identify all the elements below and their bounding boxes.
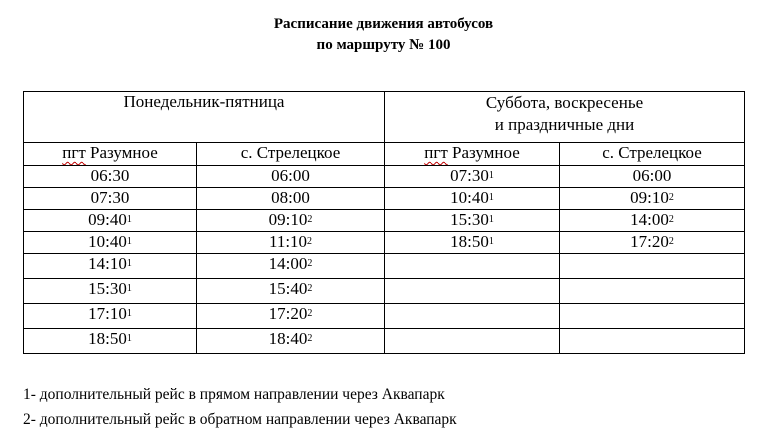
footnote-marker: 1 [126,258,132,269]
weekend-departure-streletskoe [560,210,745,232]
weekend-departure-streletskoe [560,188,745,210]
weekend-departure-razumnoe [385,232,560,254]
weekend-departure-streletskoe [560,232,745,254]
footnote-marker: 1 [126,214,132,225]
time-value: 14:00 [268,254,308,273]
weekend-col-streletskoe: с. Стрелецкое [560,143,745,166]
weekday-departure-razumnoe [24,304,197,329]
footnote-marker: 2 [668,214,674,225]
weekday-departure-streletskoe [197,279,385,304]
weekday-departure-streletskoe [197,166,385,188]
time-value: 18:50 [450,232,489,251]
footnote-marker: 2 [307,308,313,319]
table-row [24,279,745,304]
weekend-departure-streletskoe [560,254,745,279]
table-row [24,210,745,232]
weekend-departure-streletskoe [560,329,745,354]
document-subtitle: по маршруту № 100 [316,37,451,53]
weekend-departure-razumnoe [385,166,560,188]
footnote-marker: 1 [126,283,132,294]
weekend-departure-streletskoe [560,279,745,304]
footnote-marker: 1 [126,236,132,247]
weekday-departure-razumnoe [24,279,197,304]
time-value: 08:00 [271,188,310,207]
footnote-marker: 1 [126,333,132,344]
schedule-table [23,91,745,354]
weekend-departure-streletskoe [560,166,745,188]
time-value: 17:20 [630,232,669,251]
time-value: 07:30 [90,188,130,207]
stop-header-row [24,143,745,166]
weekday-departure-streletskoe [197,329,385,354]
footnote-2: 2- дополнительный рейс в обратном направлении через Аквапарк [23,411,457,428]
time-value: 15:30 [88,279,127,298]
weekday-departure-razumnoe [24,210,197,232]
time-value: 10:40 [450,188,489,207]
time-value: 09:10 [268,210,308,229]
weekend-departure-razumnoe [385,210,560,232]
table-row [24,329,745,354]
document-title: Расписание движения автобусов [273,16,494,32]
footnote-marker: 2 [307,283,313,294]
footnote-marker: 1 [488,236,494,247]
weekday-departure-streletskoe [197,232,385,254]
footnote-marker: 2 [307,258,313,269]
weekend-departure-razumnoe [385,188,560,210]
period-header-row [24,92,745,143]
time-value: 07:30 [450,166,489,185]
weekend-col-razumnoe: пгт Разумное [385,143,560,166]
weekday-departure-streletskoe [197,254,385,279]
footnote-marker: 1 [488,170,494,181]
time-value: 15:40 [268,279,308,298]
time-value: 15:30 [450,210,489,229]
table-row [24,304,745,329]
weekday-departure-streletskoe [197,210,385,232]
weekday-col-streletskoe: с. Стрелецкое [197,143,385,166]
table-row [24,232,745,254]
weekday-departure-razumnoe [24,166,197,188]
weekend-departure-razumnoe [385,254,560,279]
time-value: 11:10 [268,232,308,251]
time-value: 18:50 [88,329,127,348]
weekday-departure-razumnoe [24,329,197,354]
footnote-marker: 2 [668,192,674,203]
weekday-departure-razumnoe [24,232,197,254]
weekend-departure-razumnoe [385,304,560,329]
footnote-marker: 2 [307,333,313,344]
weekend-departure-streletskoe [560,304,745,329]
table-row [24,166,745,188]
footnote-marker: 2 [307,214,313,225]
time-value: 09:10 [630,188,669,207]
time-value: 14:00 [630,210,669,229]
footnote-marker: 2 [668,236,674,247]
time-value: 17:10 [88,304,127,323]
weekend-departure-razumnoe [385,329,560,354]
time-value: 18:40 [268,329,308,348]
time-value: 09:40 [88,210,127,229]
table-row [24,188,745,210]
weekday-departure-razumnoe [24,188,197,210]
time-value: 06:00 [271,166,310,185]
footnote-marker: 2 [307,236,313,247]
footnote-marker: 1 [488,214,494,225]
weekday-col-razumnoe: пгт Разумное [24,143,197,166]
weekday-departure-streletskoe [197,304,385,329]
weekday-header: Понедельник-пятница [24,92,385,143]
time-value: 06:30 [90,166,130,185]
table-row [24,254,745,279]
time-value: 14:10 [88,254,127,273]
time-value: 17:20 [268,304,308,323]
footnote-1: 1- дополнительный рейс в прямом направлении через Аквапарк [23,386,445,403]
weekday-departure-streletskoe [197,188,385,210]
weekend-departure-razumnoe [385,279,560,304]
weekend-header: Суббота, воскресенье и праздничные дни [385,92,745,143]
time-value: 06:00 [632,166,672,185]
time-value: 10:40 [88,232,127,251]
weekday-departure-razumnoe [24,254,197,279]
footnote-marker: 1 [126,308,132,319]
footnote-marker: 1 [488,192,494,203]
